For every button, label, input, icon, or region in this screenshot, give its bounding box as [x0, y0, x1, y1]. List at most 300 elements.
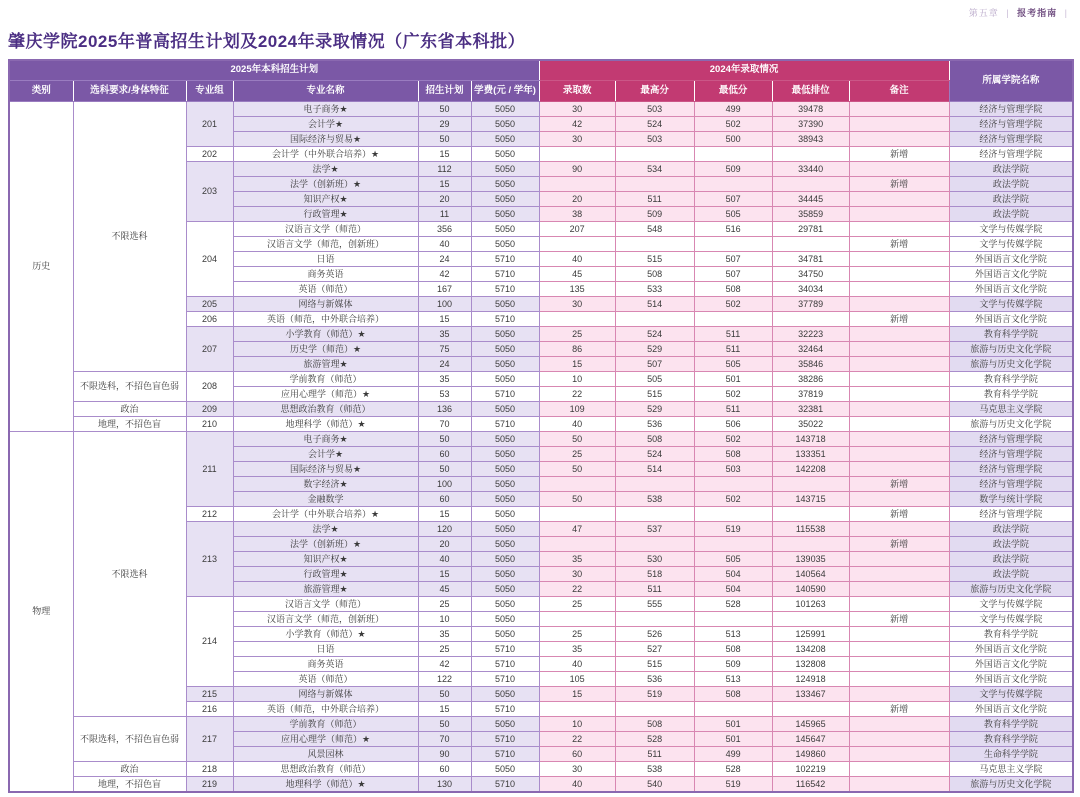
- max-score-cell: 519: [615, 687, 694, 702]
- min-score-cell: 502: [694, 492, 772, 507]
- min-rank-cell: 145965: [772, 717, 849, 732]
- major-group-cell: 201: [186, 102, 233, 147]
- note-cell: [849, 762, 949, 777]
- plan-count-cell: 70: [418, 417, 471, 432]
- major-name-cell: 应用心理学（师范）★: [233, 732, 418, 747]
- college-cell: 政法学院: [949, 537, 1073, 552]
- min-rank-cell: 143715: [772, 492, 849, 507]
- note-cell: 新增: [849, 312, 949, 327]
- min-score-cell: 516: [694, 222, 772, 237]
- college-cell: 数学与统计学院: [949, 492, 1073, 507]
- note-cell: [849, 357, 949, 372]
- min-score-cell: [694, 507, 772, 522]
- min-score-cell: 511: [694, 402, 772, 417]
- tuition-cell: 5050: [471, 462, 539, 477]
- min-score-cell: 503: [694, 462, 772, 477]
- note-cell: [849, 582, 949, 597]
- major-name-cell: 英语（师范）: [233, 282, 418, 297]
- tuition-cell: 5050: [471, 612, 539, 627]
- tuition-cell: 5050: [471, 762, 539, 777]
- max-score-cell: 514: [615, 297, 694, 312]
- major-name-cell: 电子商务★: [233, 102, 418, 117]
- min-score-cell: 511: [694, 342, 772, 357]
- max-score-cell: 508: [615, 432, 694, 447]
- min-score-cell: 507: [694, 252, 772, 267]
- admitted-cell: 30: [539, 567, 615, 582]
- min-rank-cell: 125991: [772, 627, 849, 642]
- major-group-cell: 211: [186, 432, 233, 507]
- max-score-cell: 529: [615, 342, 694, 357]
- max-score-cell: 515: [615, 387, 694, 402]
- max-score-cell: [615, 177, 694, 192]
- college-cell: 生命科学学院: [949, 747, 1073, 762]
- plan-count-cell: 10: [418, 612, 471, 627]
- college-cell: 经济与管理学院: [949, 132, 1073, 147]
- min-rank-cell: 140564: [772, 567, 849, 582]
- tuition-cell: 5050: [471, 477, 539, 492]
- major-name-cell: 学前教育（师范）: [233, 372, 418, 387]
- plan-count-cell: 24: [418, 357, 471, 372]
- max-score-cell: 524: [615, 447, 694, 462]
- min-score-cell: 504: [694, 567, 772, 582]
- plan-count-cell: 122: [418, 672, 471, 687]
- tuition-cell: 5050: [471, 522, 539, 537]
- major-name-cell: 电子商务★: [233, 432, 418, 447]
- max-score-cell: 514: [615, 462, 694, 477]
- table-row: [9, 417, 1073, 432]
- max-score-cell: 518: [615, 567, 694, 582]
- tuition-cell: 5050: [471, 147, 539, 162]
- plan-count-cell: 130: [418, 777, 471, 792]
- plan-count-cell: 24: [418, 252, 471, 267]
- min-rank-cell: 124918: [772, 672, 849, 687]
- min-rank-cell: 34445: [772, 192, 849, 207]
- min-score-cell: [694, 177, 772, 192]
- college-cell: 政法学院: [949, 552, 1073, 567]
- admitted-cell: 40: [539, 657, 615, 672]
- college-cell: 教育科学学院: [949, 732, 1073, 747]
- min-score-cell: 502: [694, 117, 772, 132]
- min-rank-cell: [772, 537, 849, 552]
- min-rank-cell: 139035: [772, 552, 849, 567]
- admitted-cell: 47: [539, 522, 615, 537]
- plan-count-cell: 35: [418, 372, 471, 387]
- min-score-cell: 505: [694, 357, 772, 372]
- major-group-cell: 209: [186, 402, 233, 417]
- admitted-cell: [539, 612, 615, 627]
- college-cell: 文学与传媒学院: [949, 222, 1073, 237]
- min-rank-cell: 32223: [772, 327, 849, 342]
- min-score-cell: 528: [694, 597, 772, 612]
- plan-count-cell: 20: [418, 192, 471, 207]
- major-name-cell: 汉语言文学（师范）: [233, 597, 418, 612]
- min-rank-cell: 39478: [772, 102, 849, 117]
- min-score-cell: 500: [694, 132, 772, 147]
- college-cell: 政法学院: [949, 192, 1073, 207]
- tuition-cell: 5050: [471, 687, 539, 702]
- max-score-cell: 529: [615, 402, 694, 417]
- chapter-label: 第五章: [968, 8, 999, 18]
- college-cell: 文学与传媒学院: [949, 597, 1073, 612]
- min-rank-cell: 133351: [772, 447, 849, 462]
- tuition-cell: 5050: [471, 357, 539, 372]
- min-score-cell: [694, 147, 772, 162]
- plan-count-cell: 112: [418, 162, 471, 177]
- admitted-cell: 25: [539, 627, 615, 642]
- college-cell: 外国语言文化学院: [949, 267, 1073, 282]
- min-rank-cell: 140590: [772, 582, 849, 597]
- tuition-cell: 5050: [471, 342, 539, 357]
- plan-count-cell: 100: [418, 297, 471, 312]
- admitted-cell: 90: [539, 162, 615, 177]
- plan-count-cell: 50: [418, 432, 471, 447]
- plan-count-cell: 50: [418, 687, 471, 702]
- admitted-cell: 10: [539, 372, 615, 387]
- admitted-cell: 207: [539, 222, 615, 237]
- admitted-cell: 40: [539, 777, 615, 792]
- major-name-cell: 英语（师范，中外联合培养）: [233, 312, 418, 327]
- max-score-cell: 536: [615, 417, 694, 432]
- college-cell: 政法学院: [949, 207, 1073, 222]
- major-name-cell: 行政管理★: [233, 567, 418, 582]
- major-group-cell: 214: [186, 597, 233, 687]
- admitted-cell: 25: [539, 597, 615, 612]
- note-cell: [849, 657, 949, 672]
- college-cell: 外国语言文化学院: [949, 672, 1073, 687]
- admitted-cell: [539, 507, 615, 522]
- tuition-cell: 5050: [471, 102, 539, 117]
- min-score-cell: 509: [694, 657, 772, 672]
- min-rank-cell: 34034: [772, 282, 849, 297]
- note-cell: [849, 672, 949, 687]
- college-cell: 政法学院: [949, 522, 1073, 537]
- college-cell: 旅游与历史文化学院: [949, 777, 1073, 792]
- college-cell: 经济与管理学院: [949, 447, 1073, 462]
- table-row: [9, 372, 1073, 387]
- min-rank-cell: [772, 702, 849, 717]
- tuition-cell: 5050: [471, 537, 539, 552]
- admitted-cell: 22: [539, 387, 615, 402]
- note-cell: [849, 267, 949, 282]
- major-name-cell: 行政管理★: [233, 207, 418, 222]
- min-score-cell: [694, 477, 772, 492]
- guide-label: 报考指南: [1017, 8, 1058, 18]
- note-cell: 新增: [849, 702, 949, 717]
- tuition-cell: 5710: [471, 282, 539, 297]
- plan-count-cell: 15: [418, 312, 471, 327]
- admitted-cell: 40: [539, 252, 615, 267]
- tuition-cell: 5710: [471, 747, 539, 762]
- college-cell: 经济与管理学院: [949, 477, 1073, 492]
- max-score-cell: 507: [615, 357, 694, 372]
- col-admitted: 录取数: [539, 81, 615, 102]
- min-score-cell: 499: [694, 102, 772, 117]
- college-cell: 教育科学学院: [949, 372, 1073, 387]
- major-name-cell: 知识产权★: [233, 192, 418, 207]
- major-name-cell: 历史学（师范）★: [233, 342, 418, 357]
- admitted-cell: 22: [539, 732, 615, 747]
- min-score-cell: [694, 237, 772, 252]
- subject-requirement-cell: 不限选科: [73, 102, 186, 372]
- min-score-cell: 507: [694, 192, 772, 207]
- max-score-cell: 538: [615, 762, 694, 777]
- header-admissions-2024: 2024年录取情况: [539, 60, 949, 81]
- tuition-cell: 5710: [471, 252, 539, 267]
- major-group-cell: 205: [186, 297, 233, 312]
- subject-requirement-cell: 不限选科，不招色盲色弱: [73, 372, 186, 402]
- major-name-cell: 国际经济与贸易★: [233, 462, 418, 477]
- min-rank-cell: 29781: [772, 222, 849, 237]
- max-score-cell: 508: [615, 267, 694, 282]
- admitted-cell: 25: [539, 447, 615, 462]
- min-rank-cell: 132808: [772, 657, 849, 672]
- tuition-cell: 5050: [471, 372, 539, 387]
- note-cell: [849, 192, 949, 207]
- admitted-cell: 20: [539, 192, 615, 207]
- min-score-cell: 509: [694, 162, 772, 177]
- college-cell: 教育科学学院: [949, 627, 1073, 642]
- page-title: 肇庆学院2025年普高招生计划及2024年录取情况（广东省本科批）: [8, 32, 526, 51]
- college-cell: 政法学院: [949, 162, 1073, 177]
- plan-count-cell: 15: [418, 147, 471, 162]
- major-name-cell: 会计学（中外联合培养）★: [233, 507, 418, 522]
- min-score-cell: 502: [694, 387, 772, 402]
- note-cell: [849, 387, 949, 402]
- major-group-cell: 206: [186, 312, 233, 327]
- plan-count-cell: 29: [418, 117, 471, 132]
- min-score-cell: 506: [694, 417, 772, 432]
- note-cell: [849, 327, 949, 342]
- note-cell: 新增: [849, 237, 949, 252]
- admitted-cell: 30: [539, 102, 615, 117]
- trailing-bar: |: [1064, 8, 1068, 18]
- min-score-cell: 508: [694, 447, 772, 462]
- max-score-cell: 534: [615, 162, 694, 177]
- note-cell: [849, 207, 949, 222]
- admitted-cell: 30: [539, 762, 615, 777]
- major-name-cell: 地理科学（师范）★: [233, 417, 418, 432]
- college-cell: 外国语言文化学院: [949, 282, 1073, 297]
- college-cell: 经济与管理学院: [949, 462, 1073, 477]
- major-name-cell: 地理科学（师范）★: [233, 777, 418, 792]
- plan-count-cell: 120: [418, 522, 471, 537]
- min-rank-cell: 35022: [772, 417, 849, 432]
- col-tuition: 学费(元 / 学年): [471, 81, 539, 102]
- admitted-cell: 50: [539, 492, 615, 507]
- max-score-cell: 505: [615, 372, 694, 387]
- major-name-cell: 金融数学: [233, 492, 418, 507]
- note-cell: [849, 462, 949, 477]
- min-score-cell: 513: [694, 627, 772, 642]
- note-cell: [849, 552, 949, 567]
- admitted-cell: 25: [539, 327, 615, 342]
- note-cell: [849, 132, 949, 147]
- plan-count-cell: 40: [418, 552, 471, 567]
- max-score-cell: [615, 237, 694, 252]
- tuition-cell: 5050: [471, 507, 539, 522]
- min-rank-cell: 35859: [772, 207, 849, 222]
- min-rank-cell: 37390: [772, 117, 849, 132]
- plan-count-cell: 35: [418, 627, 471, 642]
- admitted-cell: 42: [539, 117, 615, 132]
- note-cell: [849, 687, 949, 702]
- note-cell: [849, 417, 949, 432]
- min-rank-cell: [772, 177, 849, 192]
- plan-count-cell: 15: [418, 177, 471, 192]
- max-score-cell: 515: [615, 657, 694, 672]
- college-cell: 文学与传媒学院: [949, 612, 1073, 627]
- major-name-cell: 国际经济与贸易★: [233, 132, 418, 147]
- min-rank-cell: 34781: [772, 252, 849, 267]
- table-header: [9, 60, 1073, 102]
- tuition-cell: 5710: [471, 312, 539, 327]
- col-subject-requirement: 选科要求/身体特征: [73, 81, 186, 102]
- min-score-cell: [694, 312, 772, 327]
- major-group-cell: 207: [186, 327, 233, 372]
- min-score-cell: 519: [694, 522, 772, 537]
- major-name-cell: 汉语言文学（师范，创新班）: [233, 612, 418, 627]
- plan-count-cell: 356: [418, 222, 471, 237]
- col-major-group: 专业组: [186, 81, 233, 102]
- tuition-cell: 5050: [471, 447, 539, 462]
- plan-count-cell: 25: [418, 642, 471, 657]
- col-category: 类别: [9, 81, 73, 102]
- note-cell: [849, 432, 949, 447]
- min-score-cell: 502: [694, 297, 772, 312]
- category-cell: 物理: [9, 432, 73, 792]
- tuition-cell: 5050: [471, 597, 539, 612]
- plan-count-cell: 15: [418, 567, 471, 582]
- max-score-cell: 536: [615, 672, 694, 687]
- major-name-cell: 数字经济★: [233, 477, 418, 492]
- min-score-cell: 508: [694, 687, 772, 702]
- tuition-cell: 5050: [471, 222, 539, 237]
- note-cell: [849, 717, 949, 732]
- note-cell: [849, 372, 949, 387]
- college-cell: 教育科学学院: [949, 387, 1073, 402]
- college-cell: 马克思主义学院: [949, 402, 1073, 417]
- college-cell: 外国语言文化学院: [949, 312, 1073, 327]
- note-cell: [849, 402, 949, 417]
- note-cell: [849, 447, 949, 462]
- major-group-cell: 203: [186, 162, 233, 222]
- plan-count-cell: 75: [418, 342, 471, 357]
- max-score-cell: 524: [615, 117, 694, 132]
- admitted-cell: 135: [539, 282, 615, 297]
- admitted-cell: 50: [539, 462, 615, 477]
- note-cell: [849, 222, 949, 237]
- plan-count-cell: 42: [418, 657, 471, 672]
- plan-count-cell: 50: [418, 462, 471, 477]
- major-name-cell: 知识产权★: [233, 552, 418, 567]
- max-score-cell: 530: [615, 552, 694, 567]
- max-score-cell: [615, 312, 694, 327]
- college-cell: 经济与管理学院: [949, 507, 1073, 522]
- note-cell: [849, 732, 949, 747]
- subject-requirement-cell: 地理，不招色盲: [73, 417, 186, 432]
- major-name-cell: 思想政治教育（师范）: [233, 402, 418, 417]
- min-rank-cell: 37819: [772, 387, 849, 402]
- min-rank-cell: 145647: [772, 732, 849, 747]
- page: [0, 6, 1080, 793]
- major-name-cell: 旅游管理★: [233, 582, 418, 597]
- min-rank-cell: 134208: [772, 642, 849, 657]
- admitted-cell: 38: [539, 207, 615, 222]
- max-score-cell: [615, 147, 694, 162]
- max-score-cell: 540: [615, 777, 694, 792]
- subject-requirement-cell: 政治: [73, 402, 186, 417]
- college-cell: 经济与管理学院: [949, 117, 1073, 132]
- plan-count-cell: 42: [418, 267, 471, 282]
- min-rank-cell: [772, 477, 849, 492]
- admitted-cell: 105: [539, 672, 615, 687]
- plan-count-cell: 15: [418, 507, 471, 522]
- min-score-cell: 501: [694, 372, 772, 387]
- plan-count-cell: 167: [418, 282, 471, 297]
- min-rank-cell: [772, 507, 849, 522]
- min-rank-cell: 32381: [772, 402, 849, 417]
- major-group-cell: 204: [186, 222, 233, 297]
- major-group-cell: 202: [186, 147, 233, 162]
- table-row: [9, 402, 1073, 417]
- note-cell: [849, 297, 949, 312]
- min-rank-cell: 115538: [772, 522, 849, 537]
- plan-count-cell: 136: [418, 402, 471, 417]
- note-cell: [849, 492, 949, 507]
- major-group-cell: 216: [186, 702, 233, 717]
- major-name-cell: 法学★: [233, 162, 418, 177]
- plan-count-cell: 53: [418, 387, 471, 402]
- admitted-cell: 15: [539, 357, 615, 372]
- tuition-cell: 5710: [471, 657, 539, 672]
- major-name-cell: 应用心理学（师范）★: [233, 387, 418, 402]
- college-cell: 外国语言文化学院: [949, 657, 1073, 672]
- min-rank-cell: 102219: [772, 762, 849, 777]
- college-cell: 外国语言文化学院: [949, 702, 1073, 717]
- major-name-cell: 会计学★: [233, 117, 418, 132]
- major-name-cell: 法学★: [233, 522, 418, 537]
- min-score-cell: [694, 702, 772, 717]
- college-cell: 旅游与历史文化学院: [949, 357, 1073, 372]
- major-group-cell: 215: [186, 687, 233, 702]
- min-rank-cell: 142208: [772, 462, 849, 477]
- admitted-cell: 30: [539, 132, 615, 147]
- college-cell: 经济与管理学院: [949, 147, 1073, 162]
- subject-requirement-cell: 不限选科，不招色盲色弱: [73, 717, 186, 762]
- min-rank-cell: 116542: [772, 777, 849, 792]
- max-score-cell: 527: [615, 642, 694, 657]
- major-name-cell: 思想政治教育（师范）: [233, 762, 418, 777]
- min-score-cell: [694, 612, 772, 627]
- tuition-cell: 5710: [471, 417, 539, 432]
- major-name-cell: 小学教育（师范）★: [233, 327, 418, 342]
- min-score-cell: 499: [694, 747, 772, 762]
- max-score-cell: 503: [615, 132, 694, 147]
- note-cell: [849, 597, 949, 612]
- major-group-cell: 218: [186, 762, 233, 777]
- note-cell: [849, 777, 949, 792]
- max-score-cell: 538: [615, 492, 694, 507]
- tuition-cell: 5050: [471, 582, 539, 597]
- tuition-cell: 5710: [471, 642, 539, 657]
- header-plan-2025: 2025年本科招生计划: [9, 60, 539, 81]
- admitted-cell: 22: [539, 582, 615, 597]
- col-max-score: 最高分: [615, 81, 694, 102]
- min-score-cell: 501: [694, 717, 772, 732]
- min-rank-cell: [772, 612, 849, 627]
- major-name-cell: 会计学★: [233, 447, 418, 462]
- min-rank-cell: [772, 147, 849, 162]
